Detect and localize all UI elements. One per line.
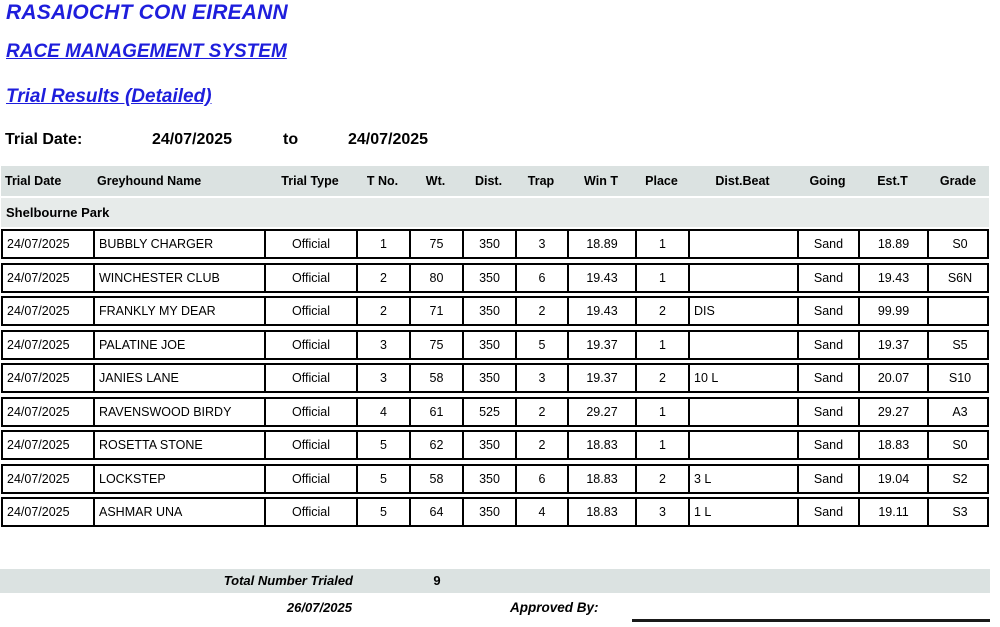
table-row — [1, 497, 989, 527]
cell-grade: S0 — [952, 438, 968, 452]
approved-by-label: Approved By: — [510, 600, 599, 615]
report-title: Trial Results (Detailed) — [6, 86, 212, 107]
cell-win-t: 18.89 — [569, 231, 637, 257]
signature-line — [632, 619, 990, 622]
cell-place: 2 — [637, 466, 690, 492]
col-header-greyhound-name: Greyhound Name — [97, 174, 202, 188]
cell-place: 1 — [637, 265, 690, 291]
total-trialed-label: Total Number Trialed — [223, 573, 353, 588]
trial-date-filter — [0, 131, 1000, 153]
cell-place: 1 — [637, 231, 690, 257]
system-title: RACE MANAGEMENT SYSTEM — [6, 41, 287, 62]
cell-grade: S0 — [952, 237, 968, 251]
cell-going: Sand — [799, 399, 860, 425]
table-row — [1, 430, 989, 460]
cell-trap: 3 — [517, 365, 569, 391]
cell-dist: 350 — [464, 499, 517, 525]
cell-grade: S6N — [947, 270, 973, 285]
cell-est-t: 19.37 — [860, 332, 929, 358]
table-row — [1, 263, 989, 293]
cell-dist: 525 — [464, 399, 517, 425]
cell-dist-beat: 10 L — [690, 365, 799, 391]
cell-wt: 62 — [411, 432, 464, 458]
cell-greyhound-name: WINCHESTER CLUB — [95, 265, 266, 291]
cell-going: Sand — [799, 466, 860, 492]
cell-trial-date: 24/07/2025 — [3, 298, 95, 324]
cell-win-t: 19.37 — [569, 332, 637, 358]
cell-win-t: 18.83 — [569, 432, 637, 458]
cell-win-t: 18.83 — [569, 499, 637, 525]
total-bar — [0, 569, 990, 593]
cell-dist-beat: 1 L — [690, 499, 799, 525]
cell-grade: A3 — [952, 404, 968, 419]
cell-trial-type: Official — [266, 265, 358, 291]
cell-est-t: 19.04 — [860, 466, 929, 492]
cell-dist-beat: 3 L — [690, 466, 799, 492]
print-date: 26/07/2025 — [286, 600, 352, 615]
cell-dist: 350 — [464, 265, 517, 291]
cell-place: 1 — [637, 332, 690, 358]
cell-going: Sand — [799, 265, 860, 291]
col-header-est-t: Est.T — [877, 174, 908, 188]
cell-greyhound-name: JANIES LANE — [95, 365, 266, 391]
org-title: RASAIOCHT CON EIREANN — [6, 1, 288, 24]
cell-place: 1 — [637, 432, 690, 458]
cell-win-t: 19.43 — [569, 265, 637, 291]
cell-trap: 6 — [517, 265, 569, 291]
cell-going: Sand — [799, 365, 860, 391]
table-row — [1, 296, 989, 326]
cell-wt: 71 — [411, 298, 464, 324]
cell-trap: 4 — [517, 499, 569, 525]
cell-dist: 350 — [464, 332, 517, 358]
cell-wt: 58 — [411, 365, 464, 391]
cell-wt: 58 — [411, 466, 464, 492]
cell-dist-beat — [690, 231, 799, 257]
cell-going: Sand — [799, 332, 860, 358]
cell-greyhound-name: FRANKLY MY DEAR — [95, 298, 266, 324]
cell-t-no: 2 — [358, 265, 411, 291]
cell-greyhound-name: ASHMAR UNA — [95, 499, 266, 525]
cell-dist: 350 — [464, 231, 517, 257]
cell-dist: 350 — [464, 298, 517, 324]
cell-win-t: 29.27 — [569, 399, 637, 425]
cell-dist: 350 — [464, 466, 517, 492]
cell-going: Sand — [799, 298, 860, 324]
cell-est-t: 29.27 — [860, 399, 929, 425]
table-row — [1, 363, 989, 393]
cell-going: Sand — [799, 432, 860, 458]
col-header-dist-beat: Dist.Beat — [715, 174, 770, 188]
cell-wt: 80 — [411, 265, 464, 291]
col-header-dist: Dist. — [474, 174, 503, 188]
cell-place: 2 — [637, 365, 690, 391]
cell-trial-date: 24/07/2025 — [3, 432, 95, 458]
cell-going: Sand — [799, 231, 860, 257]
cell-win-t: 19.37 — [569, 365, 637, 391]
cell-wt: 75 — [411, 231, 464, 257]
cell-est-t: 19.11 — [860, 499, 929, 525]
cell-wt: 75 — [411, 332, 464, 358]
cell-t-no: 5 — [358, 466, 411, 492]
col-header-t-no: T No. — [366, 174, 399, 188]
cell-wt: 64 — [411, 499, 464, 525]
cell-grade: S10 — [948, 371, 972, 385]
cell-trial-type: Official — [266, 499, 358, 525]
cell-greyhound-name: LOCKSTEP — [95, 466, 266, 492]
col-header-trial-date: Trial Date — [5, 174, 62, 188]
table-header-row — [1, 166, 989, 196]
trial-date-from-value: 24/07/2025 — [152, 131, 233, 148]
cell-t-no: 3 — [358, 365, 411, 391]
col-header-win-t: Win T — [584, 174, 618, 188]
cell-trial-date: 24/07/2025 — [3, 399, 95, 425]
cell-dist-beat — [690, 265, 799, 291]
cell-dist-beat — [690, 432, 799, 458]
track-name: Shelbourne Park — [6, 205, 110, 220]
cell-trap: 2 — [517, 298, 569, 324]
table-body — [1, 229, 989, 531]
cell-trial-date: 24/07/2025 — [3, 365, 95, 391]
cell-grade — [929, 298, 989, 324]
cell-trap: 6 — [517, 466, 569, 492]
cell-trial-type: Official — [266, 466, 358, 492]
cell-grade: S3 — [952, 505, 968, 519]
cell-greyhound-name: BUBBLY CHARGER — [95, 231, 266, 257]
col-header-going: Going — [809, 174, 846, 188]
cell-grade: S5 — [952, 337, 968, 352]
cell-trial-type: Official — [266, 298, 358, 324]
cell-greyhound-name: PALATINE JOE — [95, 332, 266, 358]
cell-est-t: 20.07 — [860, 365, 929, 391]
cell-dist-beat: DIS — [690, 298, 799, 324]
cell-trial-date: 24/07/2025 — [3, 265, 95, 291]
col-header-wt: Wt. — [425, 174, 446, 188]
col-header-trap: Trap — [527, 174, 555, 188]
track-section-row — [1, 198, 989, 227]
to-label: to — [283, 131, 299, 148]
cell-trial-date: 24/07/2025 — [3, 332, 95, 358]
cell-win-t: 18.83 — [569, 466, 637, 492]
cell-dist: 350 — [464, 365, 517, 391]
total-trialed-value: 9 — [433, 573, 441, 588]
cell-trial-type: Official — [266, 432, 358, 458]
table-row — [1, 464, 989, 494]
cell-place: 2 — [637, 298, 690, 324]
cell-est-t: 19.43 — [860, 265, 929, 291]
cell-trial-type: Official — [266, 365, 358, 391]
cell-trap: 3 — [517, 231, 569, 257]
cell-trap: 2 — [517, 432, 569, 458]
col-header-place: Place — [645, 174, 678, 188]
table-row — [1, 229, 989, 259]
cell-t-no: 4 — [358, 399, 411, 425]
table-row — [1, 330, 989, 360]
cell-dist: 350 — [464, 432, 517, 458]
cell-trial-type: Official — [266, 332, 358, 358]
cell-trial-type: Official — [266, 399, 358, 425]
cell-dist-beat — [690, 399, 799, 425]
trial-date-to-value: 24/07/2025 — [348, 131, 429, 148]
cell-trial-date: 24/07/2025 — [3, 231, 95, 257]
col-header-grade: Grade — [939, 174, 977, 188]
trial-date-label: Trial Date: — [5, 131, 83, 148]
cell-trial-date: 24/07/2025 — [3, 499, 95, 525]
cell-est-t: 18.83 — [860, 432, 929, 458]
cell-going: Sand — [799, 499, 860, 525]
cell-trial-type: Official — [266, 231, 358, 257]
cell-greyhound-name: RAVENSWOOD BIRDY — [95, 399, 266, 425]
cell-place: 3 — [637, 499, 690, 525]
cell-trap: 2 — [517, 399, 569, 425]
cell-win-t: 19.43 — [569, 298, 637, 324]
cell-est-t: 99.99 — [860, 298, 929, 324]
col-header-trial-type: Trial Type — [281, 174, 339, 188]
cell-wt: 61 — [411, 399, 464, 425]
cell-greyhound-name: ROSETTA STONE — [95, 432, 266, 458]
cell-trial-date: 24/07/2025 — [3, 466, 95, 492]
cell-trap: 5 — [517, 332, 569, 358]
cell-place: 1 — [637, 399, 690, 425]
cell-est-t: 18.89 — [860, 231, 929, 257]
table-row — [1, 397, 989, 427]
cell-t-no: 3 — [358, 332, 411, 358]
cell-grade: S2 — [952, 471, 968, 486]
cell-t-no: 5 — [358, 432, 411, 458]
cell-dist-beat — [690, 332, 799, 358]
cell-t-no: 1 — [358, 231, 411, 257]
cell-t-no: 5 — [358, 499, 411, 525]
cell-t-no: 2 — [358, 298, 411, 324]
